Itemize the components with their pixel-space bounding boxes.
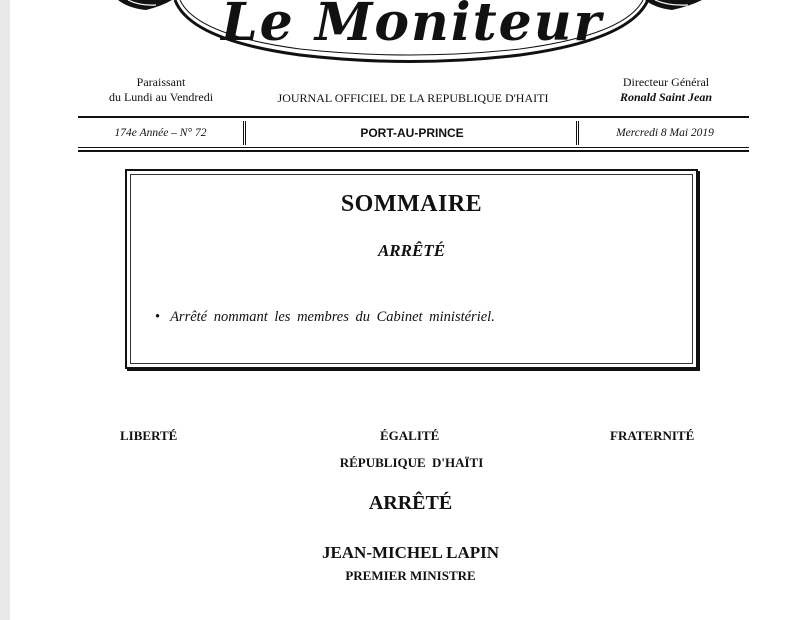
- info-band-inner-rule: [78, 147, 749, 148]
- journal-subtitle: JOURNAL OFFICIEL DE LA REPUBLIQUE D'HAITI: [277, 91, 549, 105]
- schedule-line-1: Paraissant: [136, 75, 186, 89]
- schedule-line-2: du Lundi au Vendredi: [108, 90, 214, 104]
- sommaire-title: SOMMAIRE: [340, 191, 483, 217]
- info-band-bottom-rule: [78, 150, 749, 152]
- sommaire-item-text: Arrêté nommant les membres du Cabinet ministériel.: [170, 309, 495, 325]
- director-name: Ronald Saint Jean: [619, 90, 713, 104]
- republic-name: RÉPUBLIQUE D'HAÏTI: [339, 455, 484, 470]
- motto-egalite: ÉGALITÉ: [380, 428, 440, 443]
- masthead-logo: [0, 0, 793, 72]
- info-band-top-rule: [78, 116, 749, 118]
- sommaire-inner-frame: [130, 174, 693, 364]
- sommaire-subtitle: ARRÊTÉ: [377, 241, 446, 260]
- sommaire-box: [125, 169, 698, 369]
- page-edge: [0, 0, 10, 620]
- motto-fraternite: FRATERNITÉ: [610, 428, 695, 443]
- issue-number: 174e Année – N° 72: [114, 127, 207, 139]
- signatory-name: JEAN-MICHEL LAPIN: [321, 543, 500, 562]
- director-label: Directeur Général: [622, 75, 710, 89]
- decree-heading: ARRÊTÉ: [368, 492, 453, 514]
- publication-schedule: [96, 75, 226, 105]
- city: PORT-AU-PRINCE: [360, 126, 464, 140]
- signatory-title: PREMIER MINISTRE: [345, 568, 476, 583]
- masthead-title: Le Moniteur: [221, 0, 603, 53]
- motto-liberte: LIBERTÉ: [120, 428, 178, 443]
- bullet-icon: •: [155, 309, 161, 325]
- issue-date: Mercredi 8 Mai 2019: [616, 127, 714, 139]
- sommaire-item: [155, 309, 495, 326]
- info-band-divider: [243, 121, 246, 145]
- director-block: [596, 75, 736, 105]
